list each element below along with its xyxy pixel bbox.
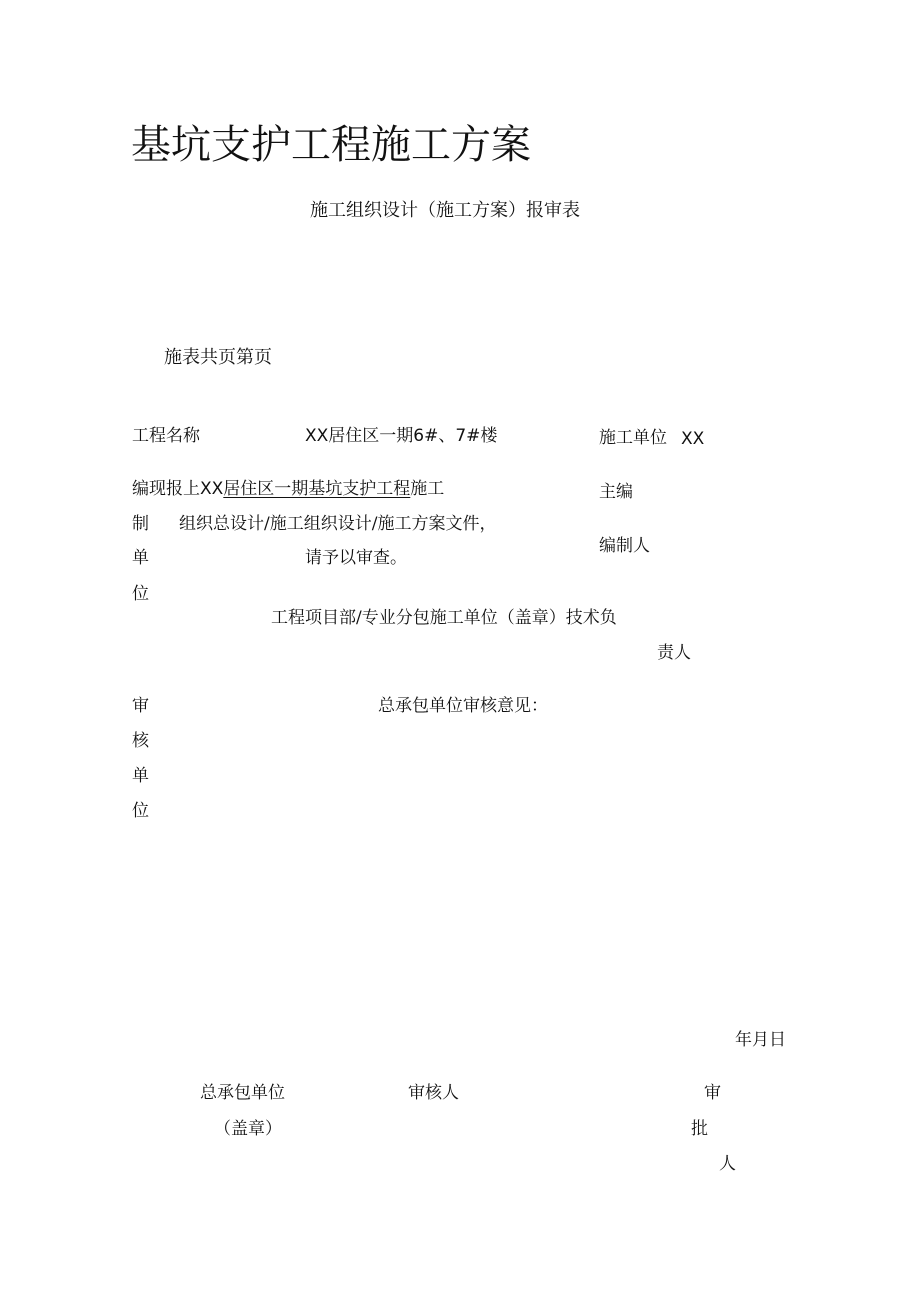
date-label: 年月日 bbox=[735, 1030, 786, 1050]
review-opinion-label: 总承包单位审核意见： bbox=[378, 696, 548, 716]
compile-line-2: 组织总设计/施工组织设计/施工方案文件， bbox=[179, 514, 497, 534]
project-name-value: XX居住区一期6#、7#楼 bbox=[305, 426, 498, 446]
compile-suffix: 施工 bbox=[410, 479, 445, 499]
compile-line-1 bbox=[132, 481, 444, 498]
page-note: 施表共页第页 bbox=[164, 347, 272, 368]
review-side-char: 审 bbox=[132, 696, 149, 716]
project-name-label: 工程名称 bbox=[132, 426, 200, 446]
construction-unit-value: XX bbox=[681, 429, 705, 449]
reviewer-label: 审核人 bbox=[408, 1083, 459, 1103]
compile-line-3: 请予以审查。 bbox=[305, 548, 407, 568]
chief-editor-label: 主编 bbox=[599, 482, 633, 502]
contractor-label: 总承包单位 bbox=[200, 1083, 285, 1103]
review-side-char: 位 bbox=[132, 801, 149, 821]
compile-project-underlined: 居住区一期基坑支护工程 bbox=[223, 479, 411, 499]
compile-prefix: 编现报上 bbox=[132, 479, 200, 499]
review-side-char: 单 bbox=[132, 766, 149, 786]
department-seal-line: 工程项目部/专业分包施工单位（盖章）技术负 bbox=[271, 608, 617, 628]
construction-unit-label: 施工单位 bbox=[599, 428, 667, 448]
department-seal-line-tail: 责人 bbox=[657, 643, 691, 663]
compile-side-char: 位 bbox=[132, 584, 149, 604]
approver-char: 审 bbox=[704, 1083, 721, 1103]
editor-label: 编制人 bbox=[599, 536, 650, 556]
seal-label: （盖章） bbox=[214, 1119, 282, 1139]
document-title: 基坑支护工程施工方案 bbox=[131, 122, 531, 168]
approver-char: 批 bbox=[691, 1119, 708, 1139]
compile-xx: XX bbox=[200, 479, 224, 499]
form-title: 施工组织设计（施工方案）报审表 bbox=[310, 200, 580, 221]
review-side-char: 核 bbox=[132, 731, 149, 751]
approver-char: 人 bbox=[719, 1154, 736, 1174]
compile-side-char: 制 bbox=[132, 514, 149, 534]
compile-side-char: 单 bbox=[132, 548, 149, 568]
